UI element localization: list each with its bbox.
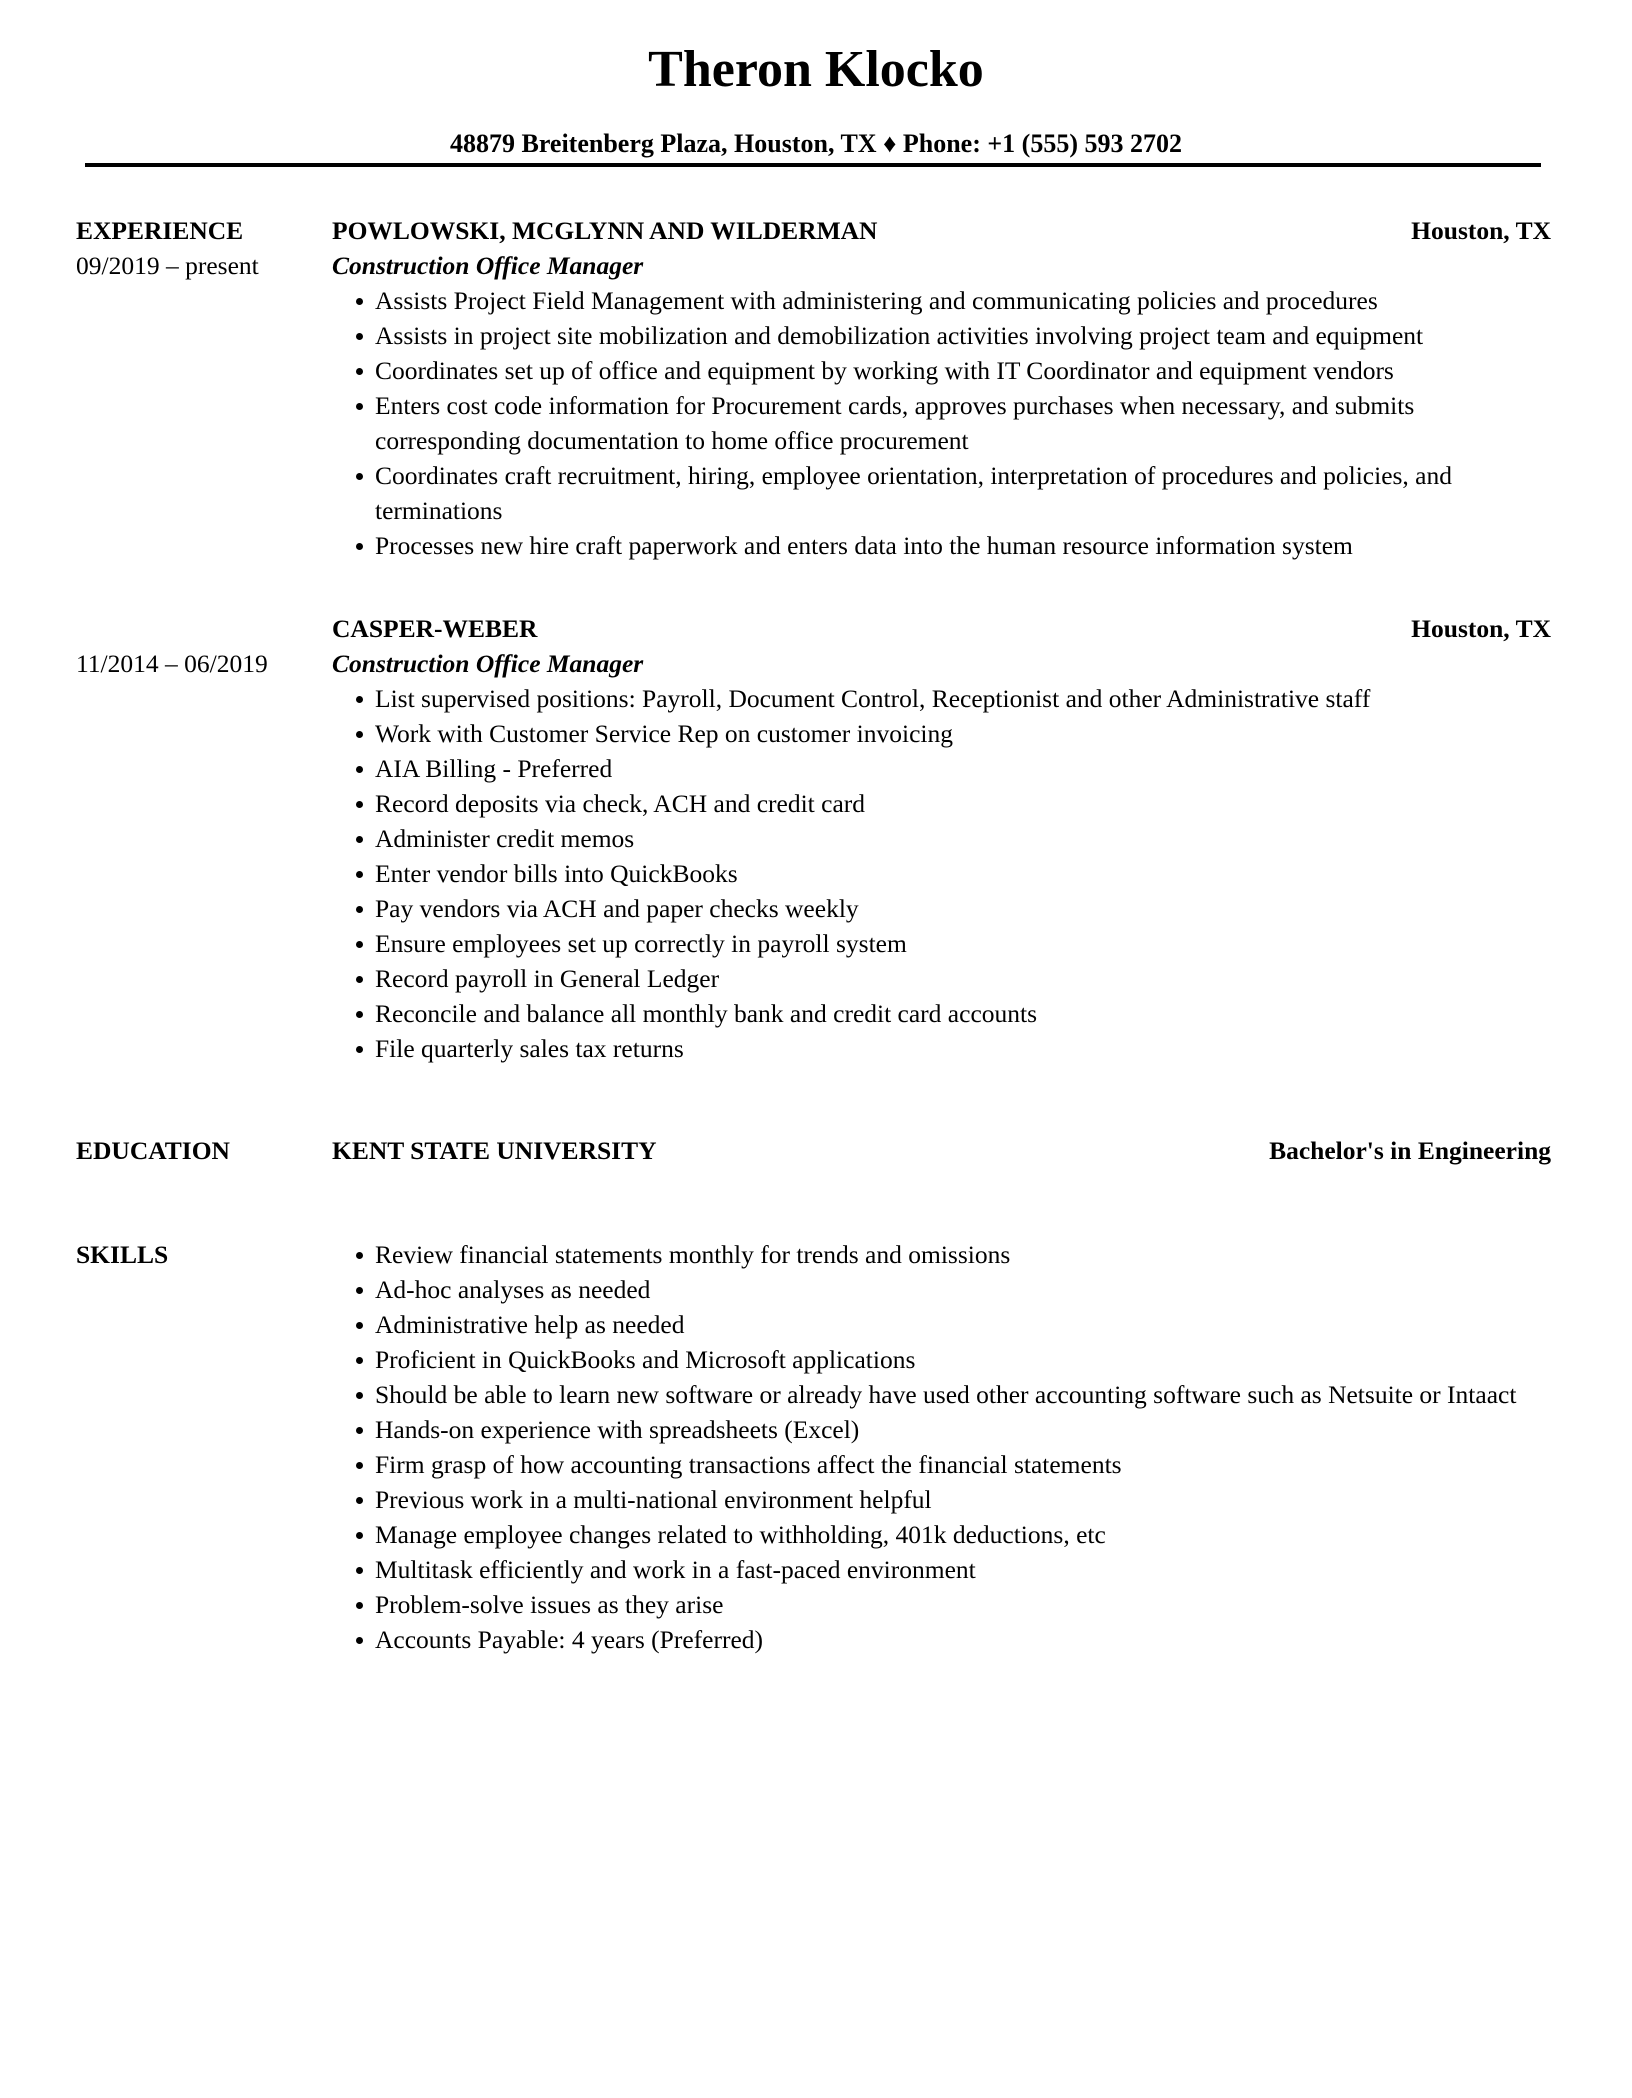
list-item: List supervised positions: Payroll, Document Control, Receptionist and other Administrative staff [375,681,1551,716]
list-item: Hands-on experience with spreadsheets (Excel) [375,1412,1551,1447]
list-item: Record deposits via check, ACH and credit card [375,786,1551,821]
list-item: Coordinates craft recruitment, hiring, employee orientation, interpretation of procedures and policies, and terminations [375,458,1551,528]
job-bullets [332,681,1551,1066]
list-item: Assists in project site mobilization and demobilization activities involving project team and equipment [375,318,1551,353]
list-item: Pay vendors via ACH and paper checks weekly [375,891,1551,926]
list-item: Previous work in a multi-national environment helpful [375,1482,1551,1517]
list-item: Work with Customer Service Rep on customer invoicing [375,716,1551,751]
degree: Bachelor's in Engineering [1269,1136,1551,1165]
list-item: Administrative help as needed [375,1307,1551,1342]
contact-line: 48879 Breitenberg Plaza, Houston, TX ♦ Phone: +1 (555) 593 2702 [450,129,1182,158]
list-item: Enters cost code information for Procurement cards, approves purchases when necessary, and submits corresponding documentation to home office procurement [375,388,1551,458]
list-item: Record payroll in General Ledger [375,961,1551,996]
list-item: Firm grasp of how accounting transactions affect the financial statements [375,1447,1551,1482]
list-item: AIA Billing - Preferred [375,751,1551,786]
skills-bullets [332,1237,1551,1657]
job-title: Construction Office Manager [332,649,644,678]
company-name: POWLOWSKI, MCGLYNN AND WILDERMAN [332,216,878,245]
job-title: Construction Office Manager [332,251,644,280]
company-name: CASPER-WEBER [332,614,538,643]
list-item: Coordinates set up of office and equipment by working with IT Coordinator and equipment vendors [375,353,1551,388]
list-item: Problem-solve issues as they arise [375,1587,1551,1622]
list-item: Processes new hire craft paperwork and enters data into the human resource information system [375,528,1551,563]
header-divider [85,163,1541,167]
list-item: Enter vendor bills into QuickBooks [375,856,1551,891]
list-item: Manage employee changes related to withholding, 401k deductions, etc [375,1517,1551,1552]
skills-list [332,1237,1551,1657]
list-item: Should be able to learn new software or already have used other accounting software such as Netsuite or Intaact [375,1377,1551,1412]
list-item: Reconcile and balance all monthly bank and credit card accounts [375,996,1551,1031]
education-entry [332,1133,1551,1168]
list-item: Review financial statements monthly for trends and omissions [375,1237,1551,1272]
section-label-education: EDUCATION [76,1136,230,1165]
job-bullets [332,283,1551,563]
list-item: Accounts Payable: 4 years (Preferred) [375,1622,1551,1657]
list-item: Assists Project Field Management with administering and communicating policies and procedures [375,283,1551,318]
list-item: Ensure employees set up correctly in payroll system [375,926,1551,961]
job-dates: 11/2014 – 06/2019 [76,649,268,678]
list-item: Multitask efficiently and work in a fast-paced environment [375,1552,1551,1587]
list-item: Ad-hoc analyses as needed [375,1272,1551,1307]
section-label-skills: SKILLS [76,1240,169,1269]
list-item: Proficient in QuickBooks and Microsoft applications [375,1342,1551,1377]
section-label-experience: EXPERIENCE [76,216,244,245]
job-entry [332,213,1551,563]
job-location: Houston, TX [1411,614,1551,643]
job-dates: 09/2019 – present [76,251,259,280]
job-entry [332,611,1551,1066]
school-name: KENT STATE UNIVERSITY [332,1136,657,1165]
list-item: Administer credit memos [375,821,1551,856]
candidate-name: Theron Klocko [648,41,984,98]
list-item: File quarterly sales tax returns [375,1031,1551,1066]
job-location: Houston, TX [1411,216,1551,245]
